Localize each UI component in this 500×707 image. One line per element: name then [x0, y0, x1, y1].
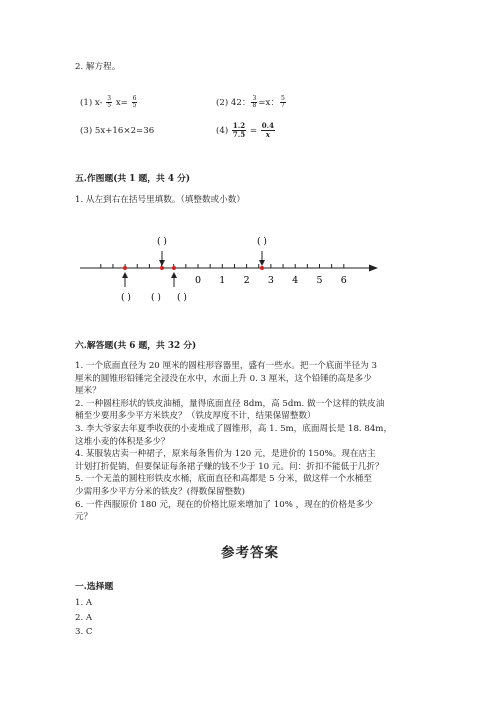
section-2-heading: 2. 解方程。: [75, 62, 121, 72]
section-5-question-1: 1. 从左到右在括号里填数。（填整数或小数）: [75, 195, 245, 205]
section-6-line: 4. 某服装店卖一种裙子，原来每条售价为 120 元，是进价的 150%。现在店主: [75, 449, 376, 460]
section-6-line: 2. 一种圆柱形状的铁皮油桶，量得底面直径 8dm，高 5dm. 做一个这样的铁皮油: [75, 398, 385, 409]
answer-item: 2. A: [75, 612, 93, 623]
section-6-line: 少需用多少平方分米的铁皮？(得数保留整数): [75, 487, 245, 497]
marked-point: [172, 266, 176, 270]
section-6-line: 6. 一件西服原价 180 元，现在的价格比原来增加了 10% ，现在的价格是多少: [75, 499, 373, 510]
equation-1: (1) x- $\frac{3}{5}$ x= $\frac{6}{5}$: [80, 95, 137, 109]
section-6-line: 厘米的圆锥形铅锤完全浸没在水中，水面上升 0. 3 厘米，这个铅锤的高是多少: [75, 373, 372, 384]
bottom-blank-3: ( ): [177, 293, 187, 303]
equation-2: (2) 42： $\frac{3}{8}$ =x： $\frac{5}{7}$: [216, 95, 285, 109]
tick-labels: [195, 275, 347, 286]
tick-label: 2: [243, 275, 250, 286]
section-6-line: 元？: [75, 512, 93, 523]
section-6-heading: 六.解答题(共 6 题，共 32 分): [75, 341, 197, 351]
section-6-line: 1. 一个底面直径为 20 厘米的圆柱形容器里，盛有一些水。把一个底面半径为 3: [75, 361, 377, 371]
answers-heading: 一.选择题: [75, 582, 114, 592]
top-blank-2: ( ): [257, 237, 267, 247]
section-6-line: 3. 李大爷家去年夏季收获的小麦堆成了圆锥形，高 1. 5m，底面周长是 18. 84m，: [75, 424, 393, 434]
equation-3: (3) 5x+16×2=36: [80, 126, 155, 136]
section-6-line: 厘米？: [75, 386, 101, 397]
section-6-line: 计划打折促销，但要保证每条裙子赚的钱不少于 10 元。问：折扣不能低于几折？: [75, 461, 384, 472]
bottom-blank-2: ( ): [151, 293, 161, 303]
tick-label: 6: [340, 275, 347, 286]
bottom-blank-1: ( ): [121, 293, 131, 303]
section-6-line: 桶至少要用多少平方米铁皮？（铁皮厚度不计，结果保留整数）: [75, 411, 316, 422]
marked-point: [160, 266, 164, 270]
marked-point: [260, 266, 264, 270]
tick-label: 5: [316, 275, 323, 286]
tick-label: 0: [194, 275, 202, 286]
tick-label: 4: [292, 275, 299, 286]
equation-4: (4) $\frac{1.2}{7.5}$ = $\frac{0.4}{x}$: [216, 121, 274, 139]
number-line-figure: [0, 225, 500, 315]
axis-arrowhead: [369, 265, 378, 272]
tick-label: 1: [219, 275, 226, 286]
section-5-heading: 五.作图题(共 1 题，共 4 分): [75, 174, 191, 184]
marked-point: [123, 266, 127, 270]
section-6-line: 5. 一个无盖的圆柱形铁皮水桶，底面直径和高都是 5 分米，做这样一个水桶至: [75, 474, 372, 485]
tick-marks: [101, 264, 344, 268]
answer-item: 3. C: [75, 627, 93, 637]
section-6-line: 这堆小麦的体积是多少？: [75, 436, 170, 447]
answers-title: 参考答案: [221, 545, 279, 561]
tick-label: 3: [267, 275, 274, 286]
top-blank-1: ( ): [157, 237, 167, 247]
answer-item: 1. A: [75, 598, 93, 608]
